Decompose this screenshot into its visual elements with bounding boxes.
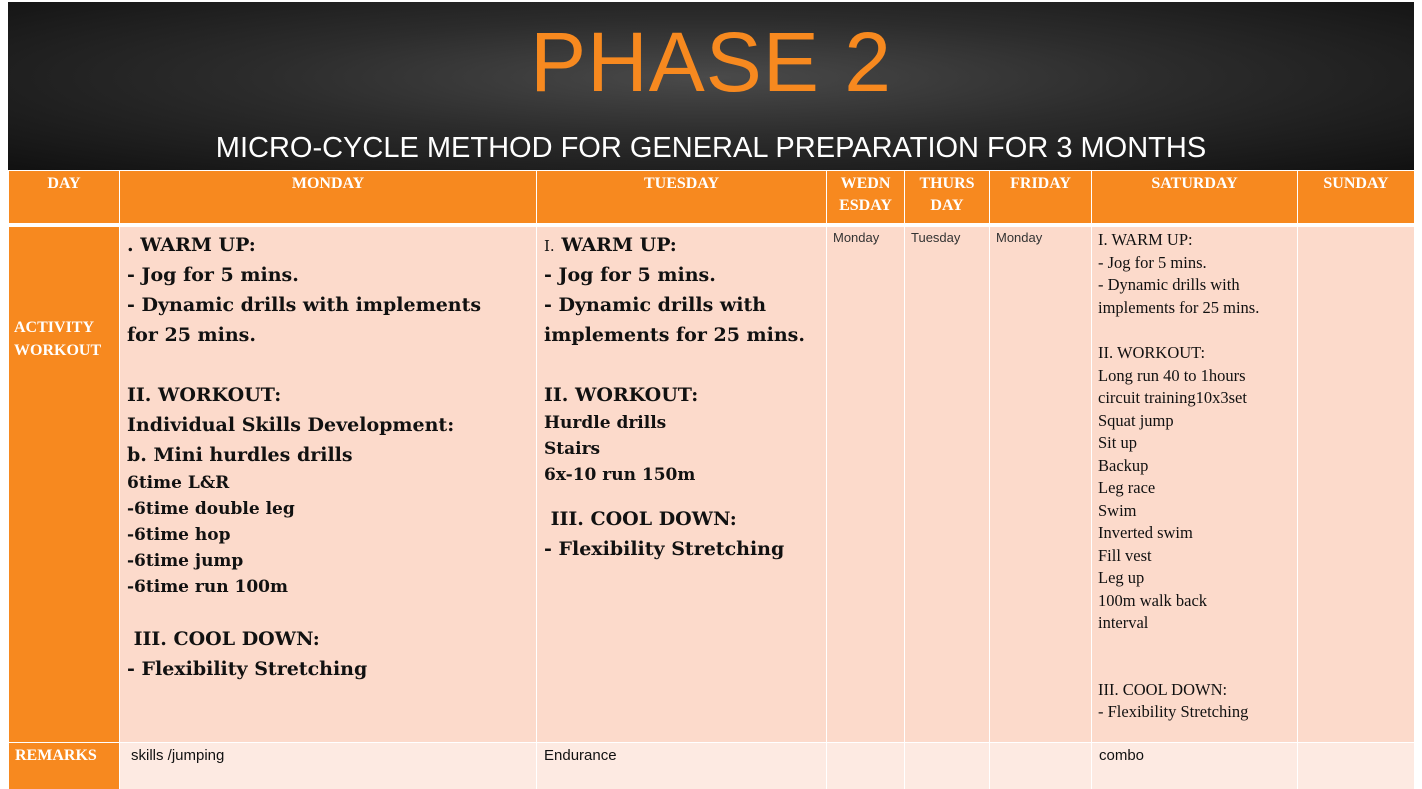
monday-workout-title: II. WORKOUT: xyxy=(127,384,282,406)
saturday-line: Inverted swim xyxy=(1098,523,1193,542)
tuesday-workout-1: Hurdle drills xyxy=(544,413,667,433)
saturday-activity-cell xyxy=(1092,227,1298,743)
schedule-table xyxy=(8,170,1415,789)
activity-label-line1: ACTIVITY xyxy=(14,319,95,336)
monday-workout-1: Individual Skills Development: xyxy=(127,414,455,436)
monday-cooldown-1: - Flexibility Stretching xyxy=(127,658,368,680)
tuesday-warmup-prefix: I. xyxy=(544,237,555,255)
saturday-remarks-cell xyxy=(1092,743,1298,789)
saturday-line: II. WORKOUT: xyxy=(1098,343,1206,362)
remarks-label: REMARKS xyxy=(15,747,97,764)
page-subtitle: MICRO-CYCLE METHOD FOR GENERAL PREPARATION FOR 3 MONTHS xyxy=(215,132,1207,164)
remarks-row xyxy=(9,743,1415,789)
saturday-line: - Dynamic drills with xyxy=(1098,275,1240,294)
saturday-line: implements for 25 mins. xyxy=(1098,297,1260,317)
page-header xyxy=(8,2,1414,170)
col-header-saturday: SATURDAY xyxy=(1092,171,1298,224)
tuesday-warmup-3: implements for 25 mins. xyxy=(544,324,805,346)
tuesday-remarks-cell xyxy=(537,743,827,789)
monday-warmup-1: - Jog for 5 mins. xyxy=(127,264,299,286)
col-header-thursday-line1: THURS xyxy=(919,175,975,192)
saturday-line: I. WARM UP: xyxy=(1098,230,1193,249)
monday-drill-3: -6time hop xyxy=(127,525,231,545)
saturday-line: Fill vest xyxy=(1098,545,1152,565)
saturday-line: Backup xyxy=(1098,455,1149,475)
monday-drill-2: -6time double leg xyxy=(127,499,295,519)
activity-label-cell xyxy=(9,227,120,743)
col-header-thursday-line2: DAY xyxy=(930,197,964,214)
tuesday-cooldown-title: III. COOL DOWN: xyxy=(544,508,737,530)
saturday-line: Leg up xyxy=(1098,568,1145,587)
monday-workout-2: b. Mini hurdles drills xyxy=(127,444,353,466)
tuesday-warmup-2: - Dynamic drills with xyxy=(544,294,767,316)
saturday-line: - Jog for 5 mins. xyxy=(1098,252,1207,272)
monday-drill-4: -6time jump xyxy=(127,551,244,571)
remarks-label-cell xyxy=(9,743,120,789)
tuesday-warmup-title-line xyxy=(544,230,826,260)
tuesday-workout-3: 6x-10 run 150m xyxy=(544,465,696,485)
monday-warmup-2: - Dynamic drills with implements xyxy=(127,294,482,316)
thursday-remarks-cell xyxy=(905,743,990,789)
monday-warmup-title: . WARM UP: xyxy=(127,234,256,256)
tuesday-remarks: Endurance xyxy=(544,747,617,764)
saturday-line: interval xyxy=(1098,613,1149,632)
col-header-sunday: SUNDAY xyxy=(1298,171,1415,224)
saturday-line: 100m walk back xyxy=(1098,590,1208,610)
tuesday-warmup-1: - Jog for 5 mins. xyxy=(544,264,716,286)
sunday-remarks-cell xyxy=(1298,743,1415,789)
tuesday-cooldown-1: - Flexibility Stretching xyxy=(544,538,785,560)
monday-remarks-cell xyxy=(120,743,537,789)
thursday-activity: Tuesday xyxy=(911,230,961,245)
friday-activity-cell xyxy=(990,227,1092,743)
sunday-activity-cell xyxy=(1298,227,1415,743)
monday-cooldown-title: III. COOL DOWN: xyxy=(127,628,320,650)
col-header-wednesday-line1: WEDN xyxy=(840,175,891,192)
monday-activity-cell xyxy=(120,227,537,743)
friday-remarks-cell xyxy=(990,743,1092,789)
tuesday-activity-cell xyxy=(537,227,827,743)
thursday-activity-cell xyxy=(905,227,990,743)
saturday-line: circuit training10x3set xyxy=(1098,388,1247,407)
col-header-wednesday-line2: ESDAY xyxy=(839,197,892,214)
saturday-line: Swim xyxy=(1098,500,1137,520)
monday-drill-5: -6time run 100m xyxy=(127,577,288,597)
header-row xyxy=(9,171,1415,224)
col-header-day: DAY xyxy=(9,171,120,224)
friday-activity: Monday xyxy=(996,230,1043,245)
col-header-monday: MONDAY xyxy=(120,171,537,224)
saturday-line: Sit up xyxy=(1098,433,1137,452)
tuesday-workout-title: II. WORKOUT: xyxy=(544,384,699,406)
saturday-line: III. COOL DOWN: xyxy=(1098,679,1228,699)
activity-label-line2: WORKOUT xyxy=(14,342,102,359)
activity-row xyxy=(9,227,1415,743)
wednesday-remarks-cell xyxy=(827,743,905,789)
tuesday-workout-2: Stairs xyxy=(544,439,601,459)
saturday-line: Squat jump xyxy=(1098,410,1174,430)
col-header-tuesday: TUESDAY xyxy=(537,171,827,224)
saturday-line: Leg race xyxy=(1098,478,1156,497)
monday-warmup-3: for 25 mins. xyxy=(127,324,256,346)
wednesday-activity: Monday xyxy=(833,230,880,245)
saturday-line: - Flexibility Stretching xyxy=(1098,702,1249,721)
col-header-thursday xyxy=(905,171,990,224)
saturday-remarks: combo xyxy=(1099,747,1145,764)
page-title: PHASE 2 xyxy=(530,15,892,109)
col-header-friday: FRIDAY xyxy=(990,171,1092,224)
monday-remarks: skills /jumping xyxy=(131,747,225,764)
monday-drill-1: 6time L&R xyxy=(127,473,230,493)
tuesday-warmup-title: WARM UP: xyxy=(554,234,677,256)
saturday-line: Long run 40 to 1hours xyxy=(1098,365,1246,385)
wednesday-activity-cell xyxy=(827,227,905,743)
col-header-wednesday xyxy=(827,171,905,224)
